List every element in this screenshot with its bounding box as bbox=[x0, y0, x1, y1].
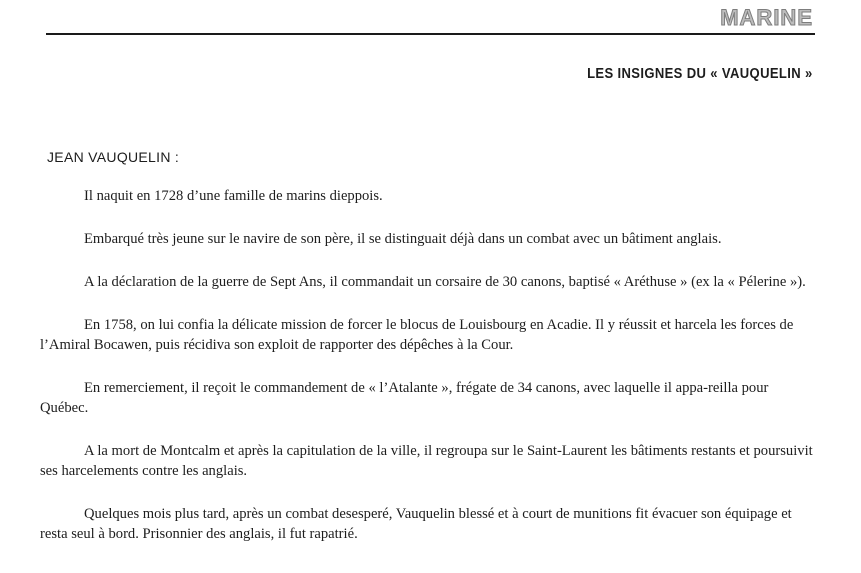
paragraph-louisbourg: En 1758, on lui confia la délicate mission de forcer le blocus de Louisbourg en Acadie. Il y réussit et harcela les forces de l’Amiral Bocawen, puis récidiva son exploit de rapporter des dépêches à la Cour. bbox=[40, 317, 794, 353]
header-rule bbox=[46, 33, 815, 35]
paragraph-birth: Il naquit en 1728 d’une famille de marins dieppois. bbox=[84, 188, 383, 204]
paragraph-seven-years-war: A la déclaration de la guerre de Sept Ans, il commandait un corsaire de 30 canons, baptisé « Aréthuse » (ex la « Pélerine »). bbox=[84, 274, 806, 290]
section-masthead: MARINE bbox=[720, 5, 813, 30]
paragraph-last-stand: Quelques mois plus tard, après un combat desesperé, Vauquelin blessé et à court de munitions fit évacuer son équipage et resta seul à bord. Prisonnier des anglais, il fut rapatrié. bbox=[40, 506, 792, 542]
article-body bbox=[40, 186, 815, 567]
person-heading: JEAN VAUQUELIN : bbox=[47, 149, 180, 165]
article-title: LES INSIGNES DU « VAUQUELIN » bbox=[587, 66, 813, 82]
paragraph-atalante: En remerciement, il reçoit le commandement de « l’Atalante », frégate de 34 canons, avec laquelle il appa-reilla pour Québec. bbox=[40, 380, 769, 416]
paragraph-early-career: Embarqué très jeune sur le navire de son père, il se distinguait déjà dans un combat avec un bâtiment anglais. bbox=[84, 231, 722, 247]
paragraph-saint-laurent: A la mort de Montcalm et après la capitulation de la ville, il regroupa sur le Saint-Laurent les bâtiments restants et poursuivit ses harcelements contre les anglais. bbox=[40, 443, 813, 479]
